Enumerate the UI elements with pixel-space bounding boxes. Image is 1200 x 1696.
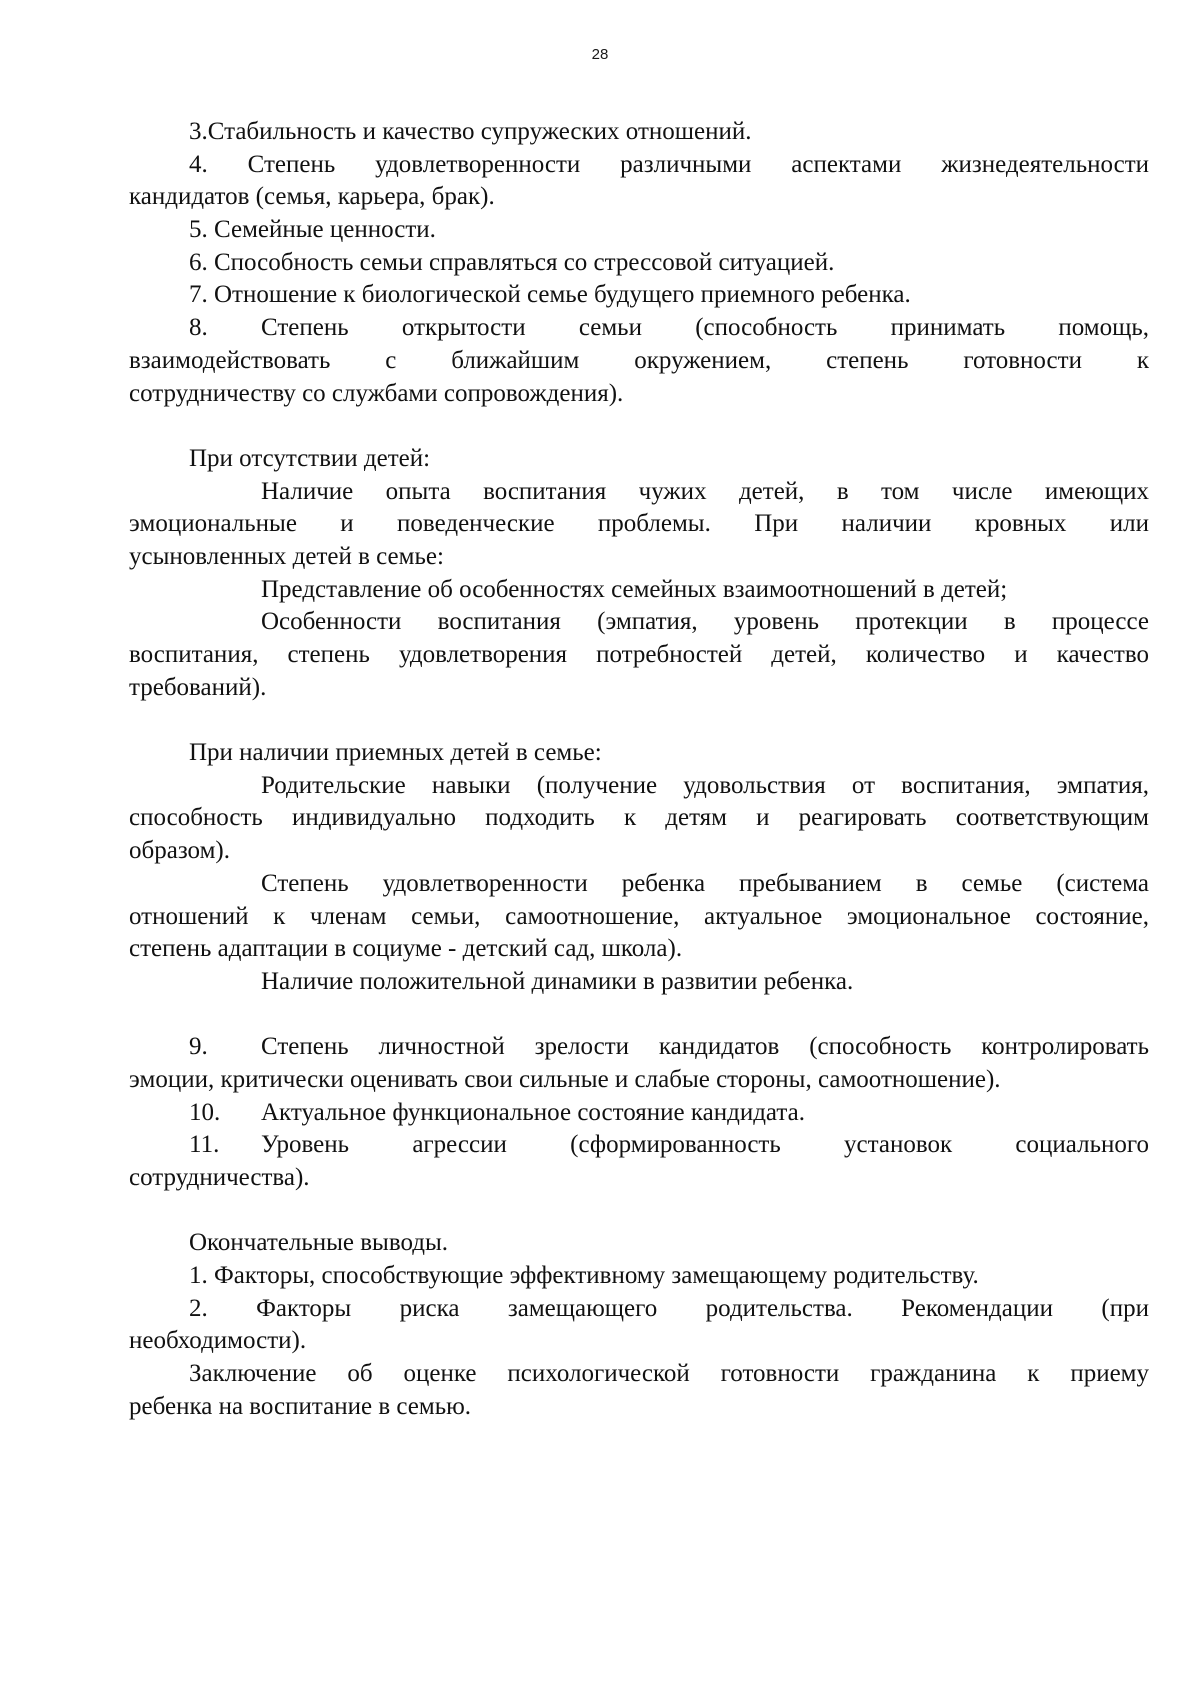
text-line: 3.Стабильность и качество супружеских отношений. [189, 118, 752, 145]
item-text: Уровень агрессии (сформированность установок социального [261, 1131, 1149, 1159]
text-line: 7. Отношение к биологической семье будущего приемного ребенка. [189, 281, 911, 309]
text-line: 8. Степень открытости семьи (способность принимать помощь, [189, 314, 1149, 342]
text-line: Окончательные выводы. [189, 1229, 449, 1257]
item-number: 10. [189, 1098, 221, 1126]
blank-line [129, 1195, 1149, 1228]
text-line: Родительские навыки (получение удовольствия от воспитания, эмпатия, [261, 771, 1149, 799]
text-line: Степень удовлетворенности ребенка пребыванием в семье (система [261, 869, 1149, 897]
text-line [129, 1031, 1149, 1064]
page-number: 28 [591, 46, 609, 63]
text-line: Заключение об оценке психологической готовности гражданина к приему [189, 1360, 1149, 1388]
text-line: Представление об особенностях семейных взаимоотношений в детей; [261, 575, 1008, 603]
blank-line [129, 410, 1149, 443]
text-line: 5. Семейные ценности. [189, 216, 436, 244]
text-line: 1. Факторы, способствующие эффективному замещающему родительству. [189, 1262, 979, 1290]
text-line [129, 1097, 1149, 1130]
text-line: При отсутствии детей: [189, 444, 431, 472]
text-line: степень адаптации в социуме - детский сад, школа). [129, 935, 683, 963]
text-line: требований). [129, 673, 267, 701]
text-line: сотрудничеству со службами сопровождения). [129, 379, 624, 407]
text-line [129, 1129, 1149, 1162]
text-line: 6. Способность семьи справляться со стрессовой ситуацией. [189, 248, 835, 276]
text-line: Наличие положительной динамики в развитии ребенка. [261, 967, 854, 995]
text-line: кандидатов (семья, карьера, брак). [129, 183, 495, 211]
text-line: эмоции, критически оценивать свои сильные и слабые стороны, самоотношение). [129, 1065, 1001, 1093]
text-line: взаимодействовать с ближайшим окружением, степень готовности к [129, 346, 1149, 374]
blank-line [129, 999, 1149, 1032]
text-line: эмоциональные и поведенческие проблемы. При наличии кровных или [129, 510, 1149, 538]
text-line: Наличие опыта воспитания чужих детей, в том числе имеющих [261, 477, 1149, 505]
text-line: отношений к членам семьи, самоотношение, актуальное эмоциональное состояние, [129, 902, 1149, 930]
item-text: Степень личностной зрелости кандидатов (способность контролировать [261, 1033, 1149, 1061]
text-line: При наличии приемных детей в семье: [189, 739, 602, 767]
document-body [129, 116, 1149, 1424]
text-line: 4. Степень удовлетворенности различными аспектами жизнедеятельности [189, 150, 1149, 178]
text-line: способность индивидуально подходить к детям и реагировать соответствующим [129, 804, 1149, 832]
text-line: Особенности воспитания (эмпатия, уровень протекции в процессе [261, 608, 1149, 636]
text-line: воспитания, степень удовлетворения потребностей детей, количество и качество [129, 641, 1149, 668]
item-number: 11. [189, 1131, 220, 1159]
text-line: необходимости). [129, 1327, 307, 1355]
item-number: 9. [189, 1033, 208, 1061]
text-line: усыновленных детей в семье: [129, 542, 444, 570]
item-text: Актуальное функциональное состояние кандидата. [261, 1098, 805, 1126]
text-line: ребенка на воспитание в семью. [129, 1392, 472, 1420]
text-line: образом). [129, 837, 230, 865]
blank-line [129, 704, 1149, 737]
text-line: 2. Факторы риска замещающего родительства. Рекомендации (при [189, 1294, 1149, 1322]
text-line: сотрудничества). [129, 1164, 310, 1191]
